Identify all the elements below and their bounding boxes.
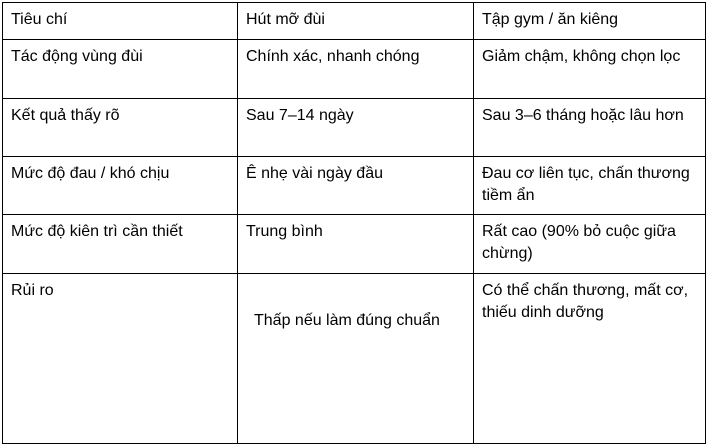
header-criteria: Tiêu chí xyxy=(11,11,68,28)
header-liposuction: Hút mỡ đùi xyxy=(237,3,473,39)
row-criterion: Mức độ đau / khó chịu xyxy=(11,165,170,182)
row-liposuction: Ê nhẹ vài ngày đầu xyxy=(237,157,473,214)
table-row xyxy=(3,215,705,274)
comparison-table xyxy=(2,2,706,444)
row-liposuction: Chính xác, nhanh chóng xyxy=(237,40,473,98)
row-gym-diet: Có thể chấn thương, mất cơ, thiếu dinh dưỡng xyxy=(473,274,705,443)
row-criterion: Tác động vùng đùi xyxy=(11,48,143,65)
row-criterion: Mức độ kiên trì cần thiết xyxy=(11,223,183,240)
row-liposuction: Thấp nếu làm đúng chuẩn xyxy=(237,274,473,443)
row-liposuction: Sau 7–14 ngày xyxy=(237,99,473,156)
table-row xyxy=(3,99,705,157)
row-gym-diet: Đau cơ liên tục, chấn thương tiềm ẩn xyxy=(473,157,705,214)
table-row xyxy=(3,274,705,443)
table-header-row xyxy=(3,3,705,40)
row-gym-diet: Rất cao (90% bỏ cuộc giữa chừng) xyxy=(473,215,705,273)
row-criterion: Rủi ro xyxy=(11,282,54,299)
row-gym-diet: Giảm chậm, không chọn lọc xyxy=(473,40,705,98)
header-gym-diet: Tập gym / ăn kiêng xyxy=(473,3,705,39)
table-row xyxy=(3,157,705,215)
table-row xyxy=(3,40,705,99)
row-criterion: Kết quả thấy rõ xyxy=(11,107,120,124)
row-gym-diet: Sau 3–6 tháng hoặc lâu hơn xyxy=(473,99,705,156)
row-liposuction: Trung bình xyxy=(237,215,473,273)
